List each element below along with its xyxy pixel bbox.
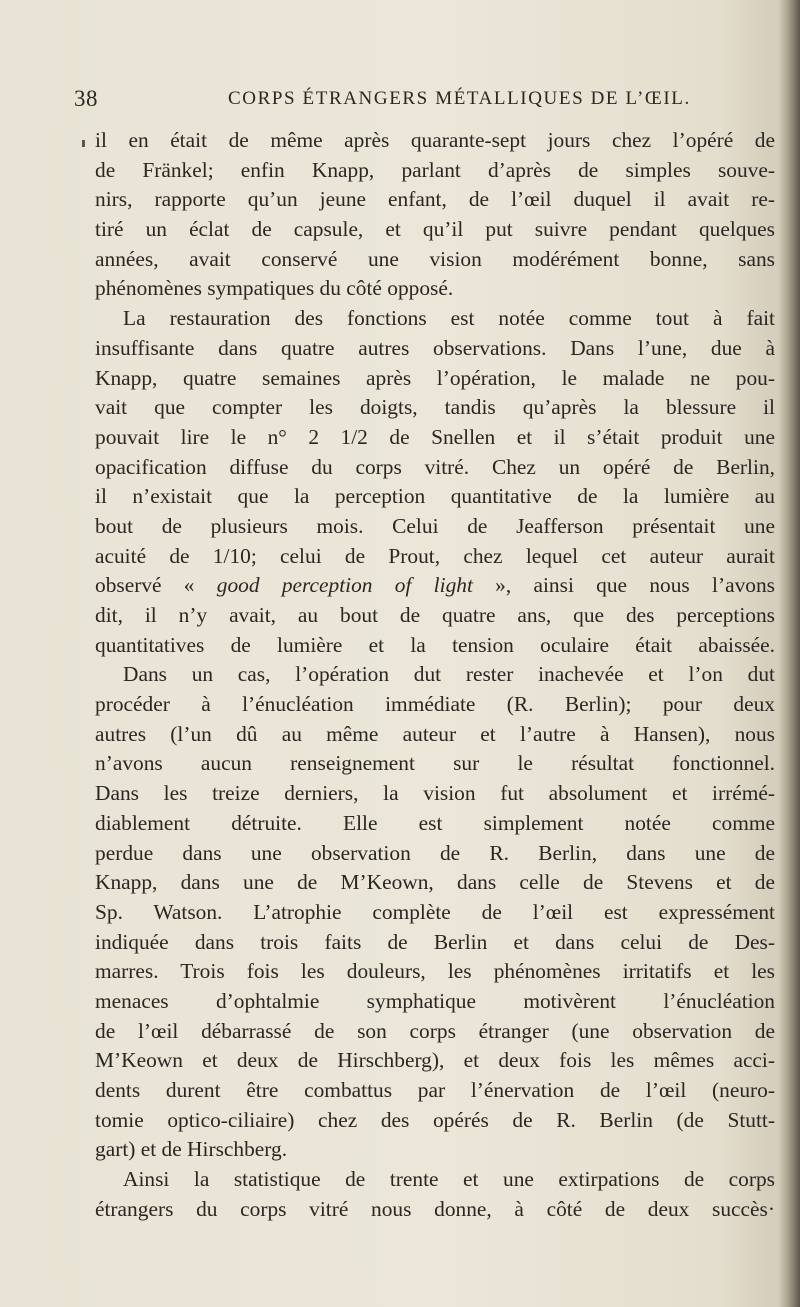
- text-line: perdue dans une observation de R. Berlin, dans une de: [95, 840, 775, 865]
- text-line: de Fränkel; enfin Knapp, parlant d’après de simples souve-: [95, 157, 775, 182]
- italic-quote: good perception of light: [216, 573, 473, 598]
- text-line: il en était de même après quarante-sept jours chez l’opéré de: [95, 128, 775, 152]
- page-edge-shadow: [778, 0, 800, 1307]
- text-line: nirs, rapporte qu’un jeune enfant, de l’œil duquel il avait re-: [95, 187, 775, 212]
- text-line: menaces d’ophtalmie symphatique motivèrent l’énucléation: [95, 988, 775, 1013]
- text-line: Sp. Watson. L’atrophie complète de l’œil est expressément: [95, 899, 775, 924]
- text-line: pouvait lire le n° 2 1/2 de Snellen et il s’était produit une: [95, 424, 775, 449]
- text-line: insuffisante dans quatre autres observations. Dans l’une, due à: [95, 335, 775, 360]
- text-line: bout de plusieurs mois. Celui de Jeafferson présentait une: [95, 513, 775, 538]
- text-line: indiquée dans trois faits de Berlin et dans celui de Des-: [95, 929, 775, 954]
- text-line: acuité de 1/10; celui de Prout, chez lequel cet auteur aurait: [95, 543, 775, 568]
- text-line: n’avons aucun renseignement sur le résultat fonctionnel.: [95, 751, 775, 776]
- text-line: de l’œil débarrassé de son corps étranger (une observation de: [95, 1018, 775, 1043]
- page-number: 38: [74, 86, 98, 111]
- text-line: il n’existait que la perception quantitative de la lumière au: [95, 484, 775, 509]
- text-line: autres (l’un dû au même auteur et l’autre à Hansen), nous: [95, 721, 775, 746]
- text-line: Knapp, dans une de M’Keown, dans celle de Stevens et de: [95, 870, 775, 895]
- text-line: années, avait conservé une vision modérément bonne, sans: [95, 246, 775, 271]
- text-line: observé « good perception of light », ainsi que nous l’avons: [95, 573, 775, 598]
- text-line: marres. Trois fois les douleurs, les phénomènes irritatifs et les: [95, 959, 775, 984]
- text-line: Ainsi la statistique de trente et une extirpations de corps: [123, 1167, 775, 1192]
- text-line: M’Keown et deux de Hirschberg), et deux fois les mêmes acci-: [95, 1048, 775, 1073]
- text-line: Knapp, quatre semaines après l’opération, le malade ne pou-: [95, 365, 775, 390]
- text-line: La restauration des fonctions est notée comme tout à fait: [123, 306, 775, 331]
- text-line: Dans un cas, l’opération dut rester inachevée et l’on dut: [123, 662, 775, 687]
- text-line: tomie optico-ciliaire) chez des opérés de R. Berlin (de Stutt-: [95, 1107, 775, 1132]
- text-line: Dans les treize derniers, la vision fut absolument et irrémé-: [95, 781, 775, 806]
- text-line: procéder à l’énucléation immédiate (R. Berlin); pour deux: [95, 692, 775, 717]
- text-line: gart) et de Hirschberg.: [95, 1137, 288, 1162]
- text-line: diablement détruite. Elle est simplement notée comme: [95, 810, 775, 835]
- text-line: tiré un éclat de capsule, et qu’il put suivre pendant quelques: [95, 217, 775, 242]
- running-head: CORPS ÉTRANGERS MÉTALLIQUES DE L’ŒIL.: [228, 88, 691, 109]
- text-line: dents durent être combattus par l’énervation de l’œil (neuro-: [95, 1078, 775, 1102]
- body-text: [95, 126, 775, 1224]
- text-line: opacification diffuse du corps vitré. Chez un opéré de Berlin,: [95, 454, 775, 479]
- text-line: quantitatives de lumière et la tension oculaire était abaissée.: [95, 632, 775, 657]
- text-line: vait que compter les doigts, tandis qu’après la blessure il: [95, 395, 775, 420]
- page-header: [74, 86, 754, 116]
- margin-mark: [82, 140, 85, 147]
- text-line: phénomènes sympatiques du côté opposé.: [95, 276, 454, 301]
- text-line: dit, il n’y avait, au bout de quatre ans, que des perceptions: [95, 603, 775, 627]
- text-line: étrangers du corps vitré nous donne, à côté de deux succès·: [95, 1196, 775, 1221]
